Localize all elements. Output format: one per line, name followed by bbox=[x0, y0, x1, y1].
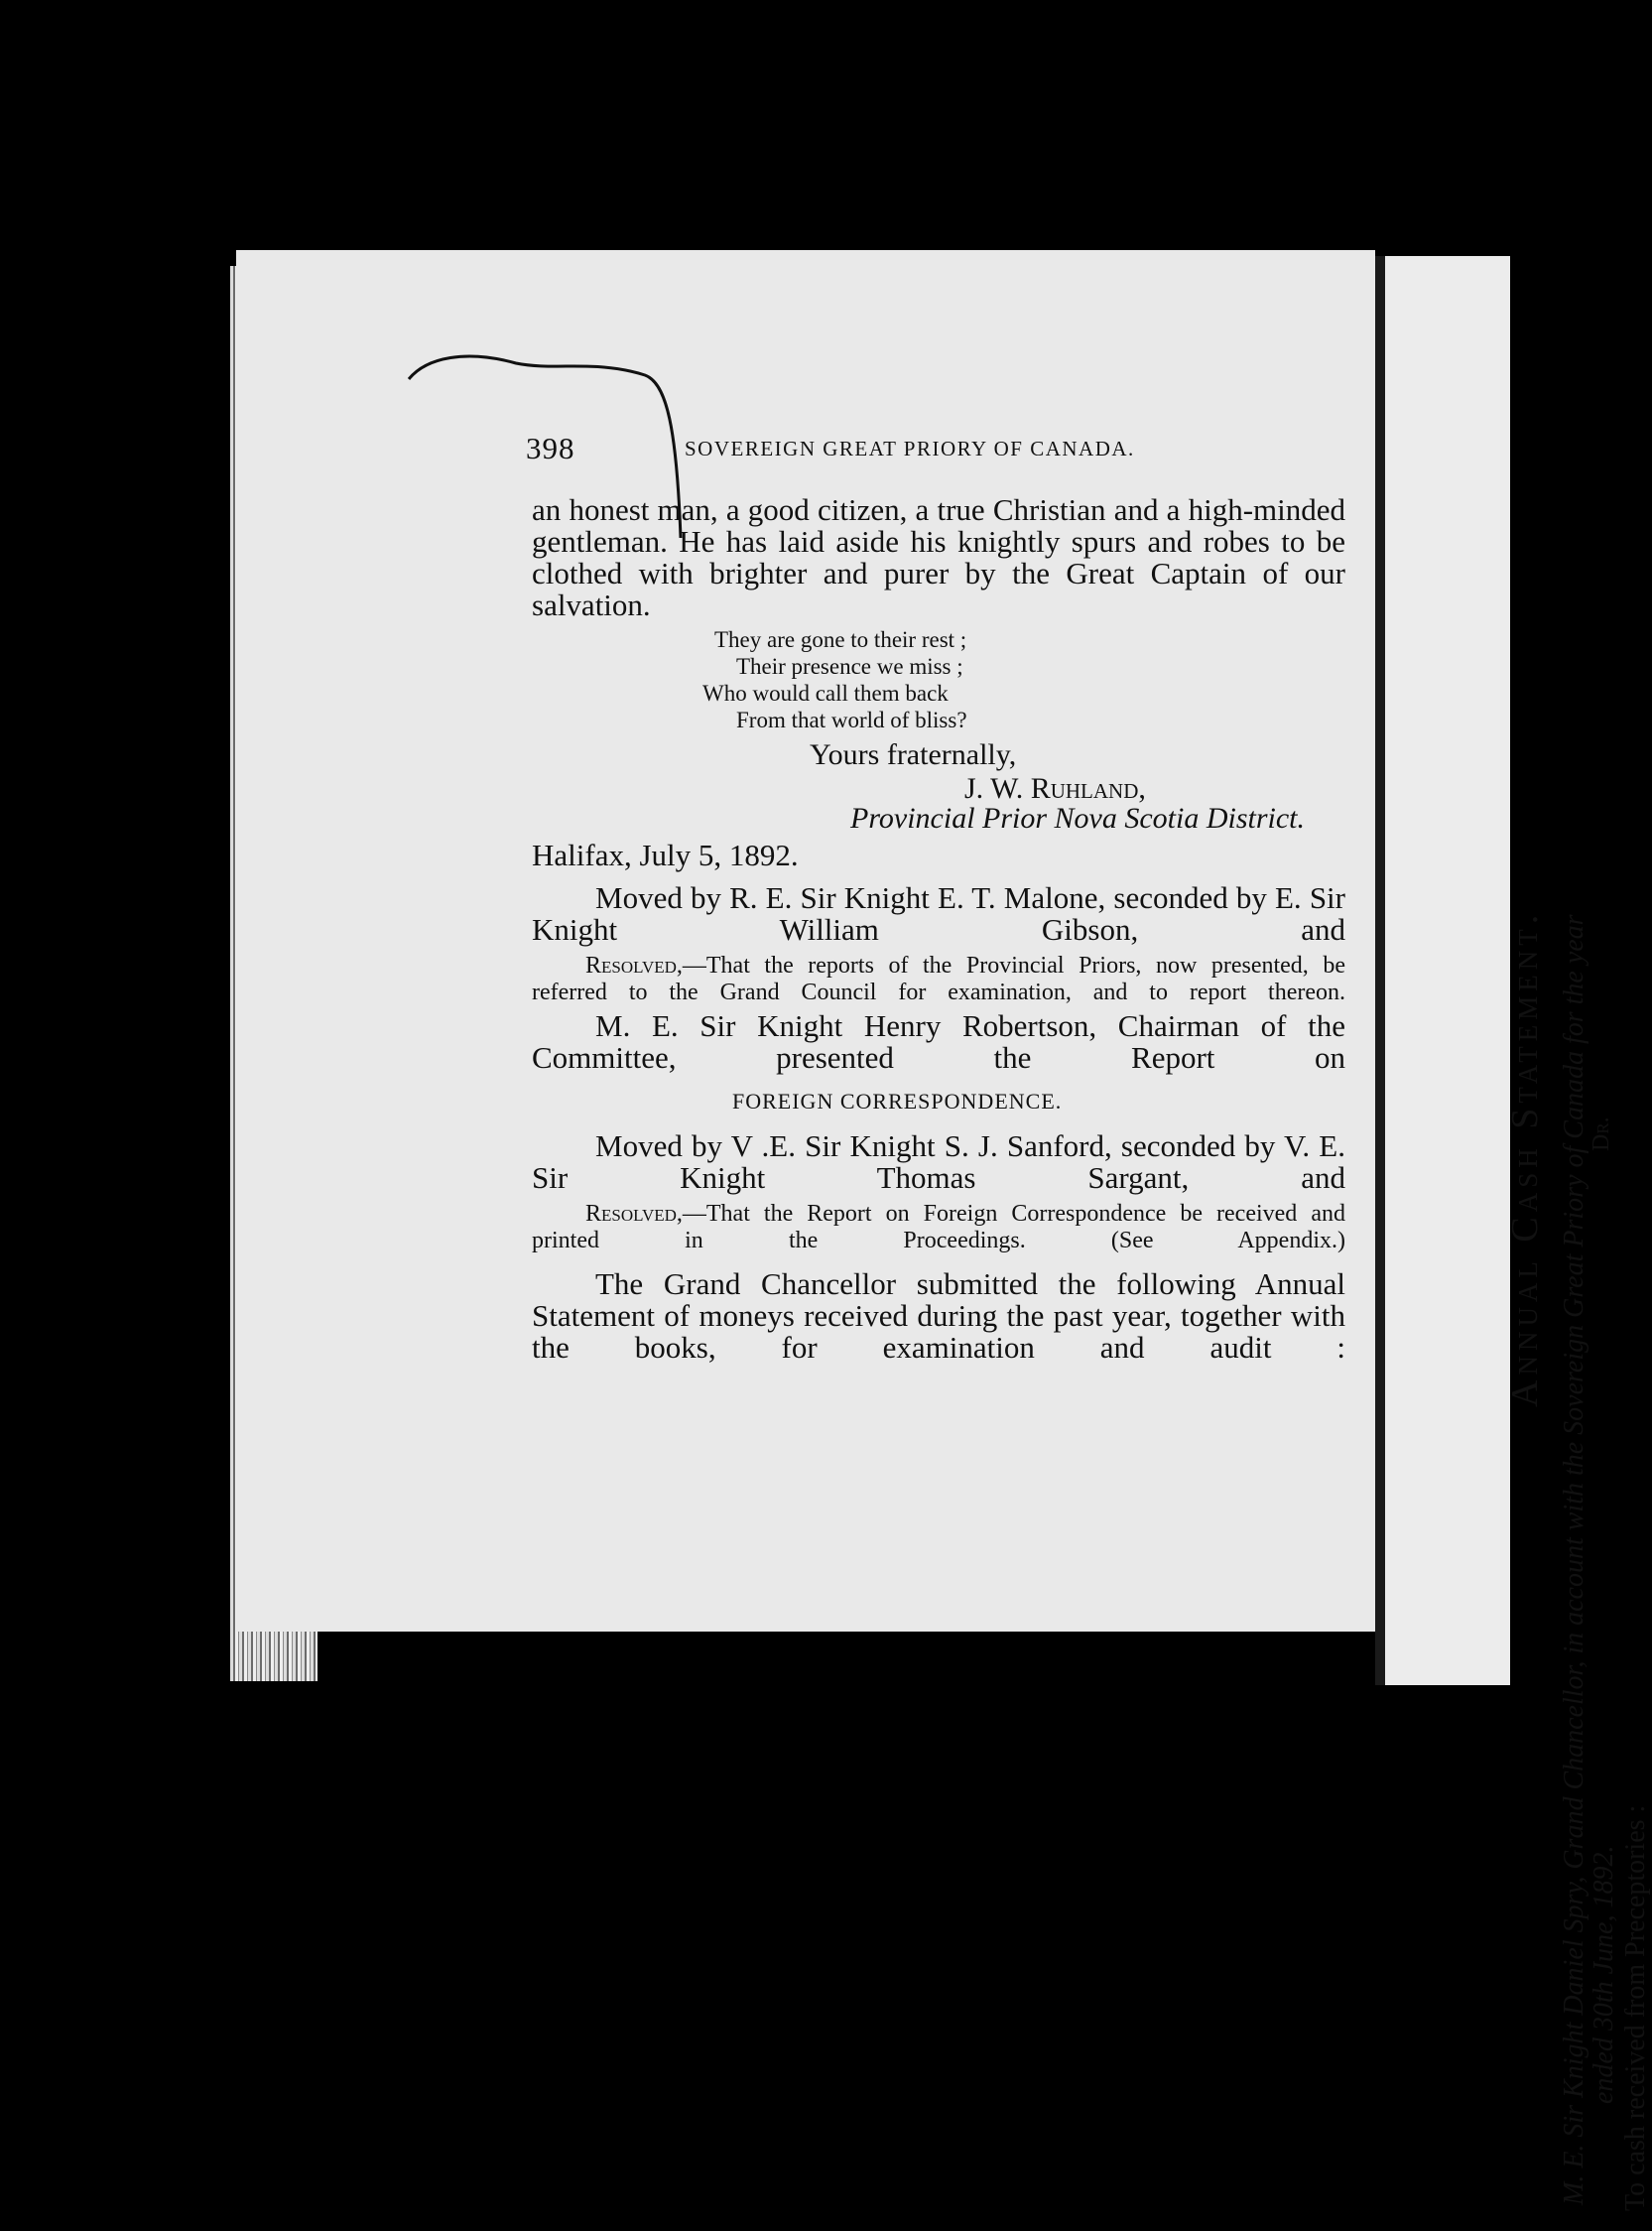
signature: J. W. Ruhland, bbox=[964, 772, 1146, 805]
rotated-heading: Annual Cash Statement. bbox=[1504, 909, 1546, 1407]
poem-line: Their presence we miss ; bbox=[736, 654, 963, 679]
resolution-text: —That the reports of the Provincial Priors, now presented, be referred to the Grand Council for examination, and to report thereon. bbox=[532, 953, 1345, 1005]
resolution-2 bbox=[532, 1201, 1345, 1254]
rotated-side-label: Dr. bbox=[1588, 1116, 1614, 1151]
dateline: Halifax, July 5, 1892. bbox=[532, 838, 799, 872]
rotated-subtitle-1: M. E. Sir Knight Daniel Spry, Grand Chancellor, in account with the Sovereign Great Priory of Canada for the year bbox=[1559, 914, 1589, 2205]
signature-title: Provincial Prior Nova Scotia District. bbox=[850, 802, 1306, 835]
motion-paragraph-2: Moved by V .E. Sir Knight S. J. Sanford, seconded by V. E. Sir Knight Thomas Sargant, and bbox=[532, 1128, 1345, 1195]
poem-line: They are gone to their rest ; bbox=[714, 627, 967, 652]
resolved-label: Resolved, bbox=[585, 1201, 683, 1227]
resolved-label: Resolved, bbox=[585, 953, 683, 979]
poem-line: From that world of bliss? bbox=[736, 708, 967, 732]
facing-page bbox=[1385, 256, 1510, 1685]
section-heading: FOREIGN CORRESPONDENCE. bbox=[732, 1089, 1063, 1114]
rotated-line: To cash received from Preceptories : bbox=[1620, 1804, 1651, 2211]
resolution-1 bbox=[532, 953, 1345, 1006]
statement-paragraph: The Grand Chancellor submitted the following Annual Statement of moneys received during the past year, together with the books, for examination and audit : bbox=[532, 1266, 1345, 1365]
motion-paragraph-1: Moved by R. E. Sir Knight E. T. Malone, seconded by E. Sir Knight William Gibson, and bbox=[532, 880, 1345, 947]
closing: Yours fraternally, bbox=[810, 738, 1017, 771]
page-edge-stripes-bottom bbox=[230, 1632, 318, 1681]
rotated-subtitle-2: ended 30th June, 1892. bbox=[1588, 1845, 1619, 2104]
poem-line: Who would call them back bbox=[702, 681, 949, 706]
poem-stanza bbox=[702, 626, 967, 733]
opening-paragraph: an honest man, a good citizen, a true Christian and a high-minded gentleman. He has laid aside his knightly spurs and robes to be clothed with brighter and purer by the Great Captain of our salvation. bbox=[532, 492, 1345, 622]
resolution-text: —That the Report on Foreign Correspondence be received and printed in the Proceedings. (See Appendix.) bbox=[532, 1201, 1345, 1253]
page-number: 398 bbox=[526, 431, 575, 465]
presented-paragraph: M. E. Sir Knight Henry Robertson, Chairman of the Committee, presented the Report on bbox=[532, 1008, 1345, 1075]
running-head: SOVEREIGN GREAT PRIORY OF CANADA. bbox=[685, 437, 1135, 460]
